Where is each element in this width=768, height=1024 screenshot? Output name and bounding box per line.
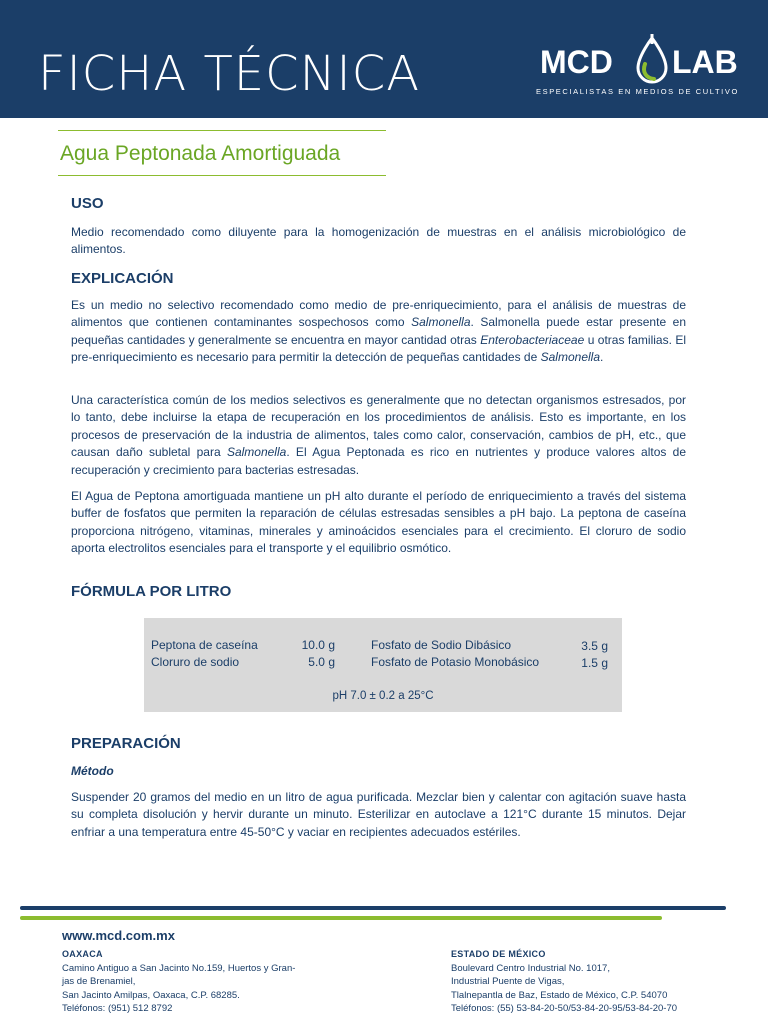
edomex-address-line: Industrial Puente de Vigas, [451,976,565,987]
heading-uso: USO [71,195,104,212]
oaxaca-phone: Teléfonos: (951) 512 8792 [62,1003,173,1014]
formula-table [144,618,622,712]
logo-mcd-text: MCD [540,44,613,80]
formula-ingredient: Fosfato de Potasio Monobásico [371,655,540,669]
footer-oaxaca [62,948,295,1016]
oaxaca-address-line: San Jacinto Amilpas, Oaxaca, C.P. 68285. [62,989,240,1001]
edomex-heading: ESTADO DE MÉXICO [451,949,546,959]
page-title: FICHA TÉCNICA [38,46,421,102]
formula-amount: 3.5 g [581,639,608,653]
flask-drop-icon [632,34,672,90]
footer-edomex [451,948,677,1016]
edomex-address-line: Boulevard Centro Industrial No. 1017, [451,962,610,974]
edomex-phone: Teléfonos: (55) 53-84-20-50/53-84-20-95/53-84-20-70 [451,1003,678,1014]
formula-amount: 10.0 g [301,638,335,652]
oaxaca-address-line: jas de Brenamiel, [62,976,136,987]
heading-preparacion: PREPARACIÓN [71,735,181,752]
explicacion-paragraph-1: Es un medio no selectivo recomendado como medio de pre-enriquecimiento, para el análisis de muestras de alimentos que contienen contaminantes sospechosos como Salmonella. Salmonella puede estar presente en pequeñas cantidades y generalmente se encuentra en mayor cantidad otras Enterobacteriaceae u otras familias. El pre-enriquecimiento es necesario para permitir la detección de pequeñas cantidades de Salmonella. [71,298,687,365]
logo-lab-text: LAB [672,44,738,80]
preparacion-text: Suspender 20 gramos del medio en un litro de agua purificada. Mezclar bien y calentar con agitación suave hasta su completa disolución y hervir durante un minuto. Esterilizar en autoclave a 121°C durante 15 minutos. Dejar enfriar a una temperatura entre 45-50°C y vaciar en recipientes adecuados estériles. [71,790,686,839]
oaxaca-address-line: Camino Antiguo a San Jacinto No.159, Huertos y Gran- [62,962,296,974]
formula-amount: 5.0 g [308,655,335,669]
mcd-lab-logo [536,40,739,100]
website-link[interactable]: www.mcd.com.mx [62,928,175,943]
footer-divider-blue [20,906,726,910]
formula-ingredient: Cloruro de sodio [151,655,240,669]
heading-explicacion: EXPLICACIÓN [71,270,174,287]
formula-ingredient: Peptona de caseína [151,638,258,652]
uso-text: Medio recomendado como diluyente para la homogenización de muestras en el análisis microbiológico de alimentos. [71,225,686,257]
footer-divider-green [20,916,662,920]
method-label: Método [71,764,114,778]
logo-tagline: ESPECIALISTAS EN MEDIOS DE CULTIVO [536,87,739,96]
document-title-frame [58,130,386,176]
explicacion-paragraph-3: El Agua de Peptona amortiguada mantiene un pH alto durante el período de enriquecimiento a través del sistema buffer de fosfatos que permiten la reparación de células estresadas sensibles a pH bajo. La peptona de caseína proporciona nitrógeno, vitaminas, minerales y aminoácidos esenciales para el crecimiento. El cloruro de sodio aporta electrolitos esenciales para el transporte y el equilibrio osmótico. [71,489,686,556]
edomex-address-line: Tlalnepantla de Baz, Estado de México, C.P. 54070 [451,989,668,1001]
heading-formula: FÓRMULA POR LITRO [71,583,232,600]
formula-amount: 1.5 g [581,656,608,670]
oaxaca-heading: OAXACA [62,949,103,959]
formula-ingredient: Fosfato de Sodio Dibásico [371,638,512,652]
document-title: Agua Peptonada Amortiguada [60,142,341,165]
explicacion-paragraph-2: Una característica común de los medios selectivos es generalmente que no detectan organismos estresados, por lo tanto, debe incluirse la etapa de recuperación en los procedimientos de análisis. Esto es importante, en los procesos de preservación de la industria de alimentos, tales como calor, conservación, cambios de pH, etc., que causan daño subletal para Salmonella. El Agua Peptonada es rico en nutrientes y produce valores altos de recuperación y crecimiento para bacterias estresadas. [71,393,687,477]
formula-ph: pH 7.0 ± 0.2 a 25°C [332,690,434,702]
header-banner [0,0,768,118]
